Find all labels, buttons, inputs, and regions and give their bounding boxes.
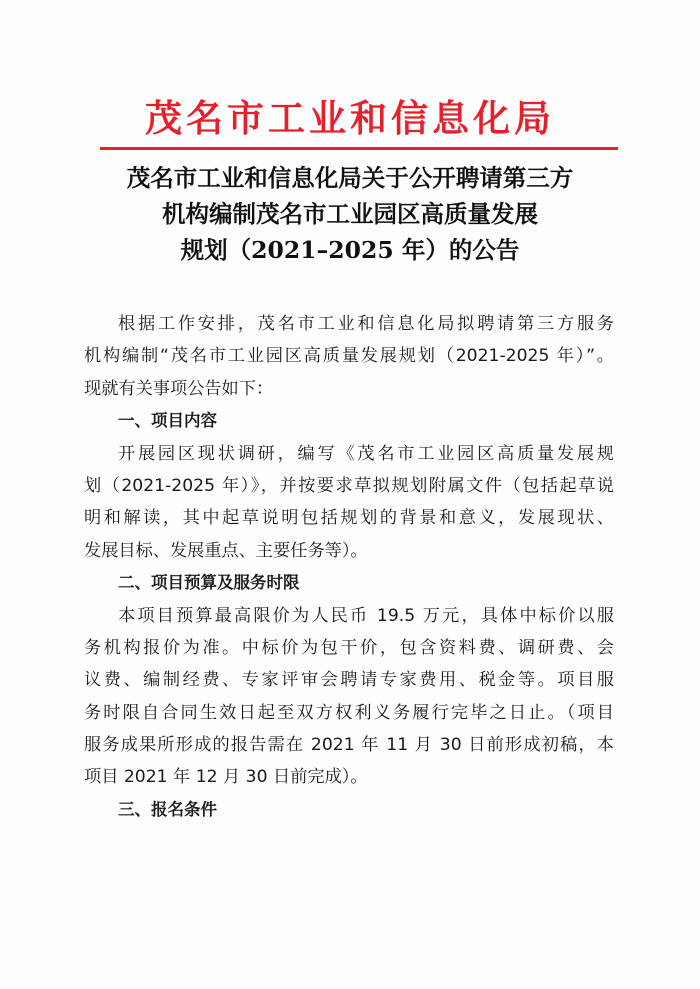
section-2-heading: 二、项目预算及服务时限 [118,573,300,593]
section-2-line-5: 服务成果所形成的报告需在 2021 年 11 月 30 日前形成初稿，本 [84,735,614,756]
section-1-line-1: 开展园区现状调研，编写《茂名市工业园区高质量发展规 [118,443,614,464]
document-body [84,308,614,826]
section-2-line-2: 务机构报价为准。中标价为包干价，包含资料费、调研费、会 [84,637,614,658]
title-line-2: 机构编制茂名市工业园区高质量发展 [162,200,538,228]
section-1-heading: 一、项目内容 [118,411,217,431]
intro-line-3: 现就有关事项公告如下： [84,378,274,399]
intro-line-1: 根据工作安排，茂名市工业和信息化局拟聘请第三方服务 [118,314,614,334]
section-2-line-3: 议费、编制经费、专家评审会聘请专家费用、税金等。项目服 [84,670,614,691]
red-header-rule [100,147,618,150]
title-line-1: 茂名市工业和信息化局关于公开聘请第三方 [126,164,574,192]
section-2-line-6: 项目 2021 年 12 月 30 日前完成）。 [84,767,368,788]
section-2-line-1: 本项目预算最高限价为人民币 19.5 万元，具体中标价以服 [118,605,614,626]
intro-line-2: 机构编制“茂名市工业园区高质量发展规划（2021-2025 年）”。 [84,346,614,367]
section-2-line-4: 务时限自合同生效日起至双方权利义务履行完毕之日止。（项目 [84,702,614,723]
issuing-organization-header: 茂名市工业和信息化局 [145,96,555,140]
section-3-heading: 三、报名条件 [118,799,217,819]
document-title [60,160,640,268]
section-1-line-2: 划（2021-2025 年）》，并按要求草拟规划附属文件（包括起草说 [84,475,614,496]
section-1-line-4: 发展目标、发展重点、主要任务等）。 [84,540,368,561]
title-line-3: 规划（2021–2025 年）的公告 [180,236,520,264]
section-1-line-3: 明和解读，其中起草说明包括规划的背景和意义，发展现状、 [84,508,614,529]
